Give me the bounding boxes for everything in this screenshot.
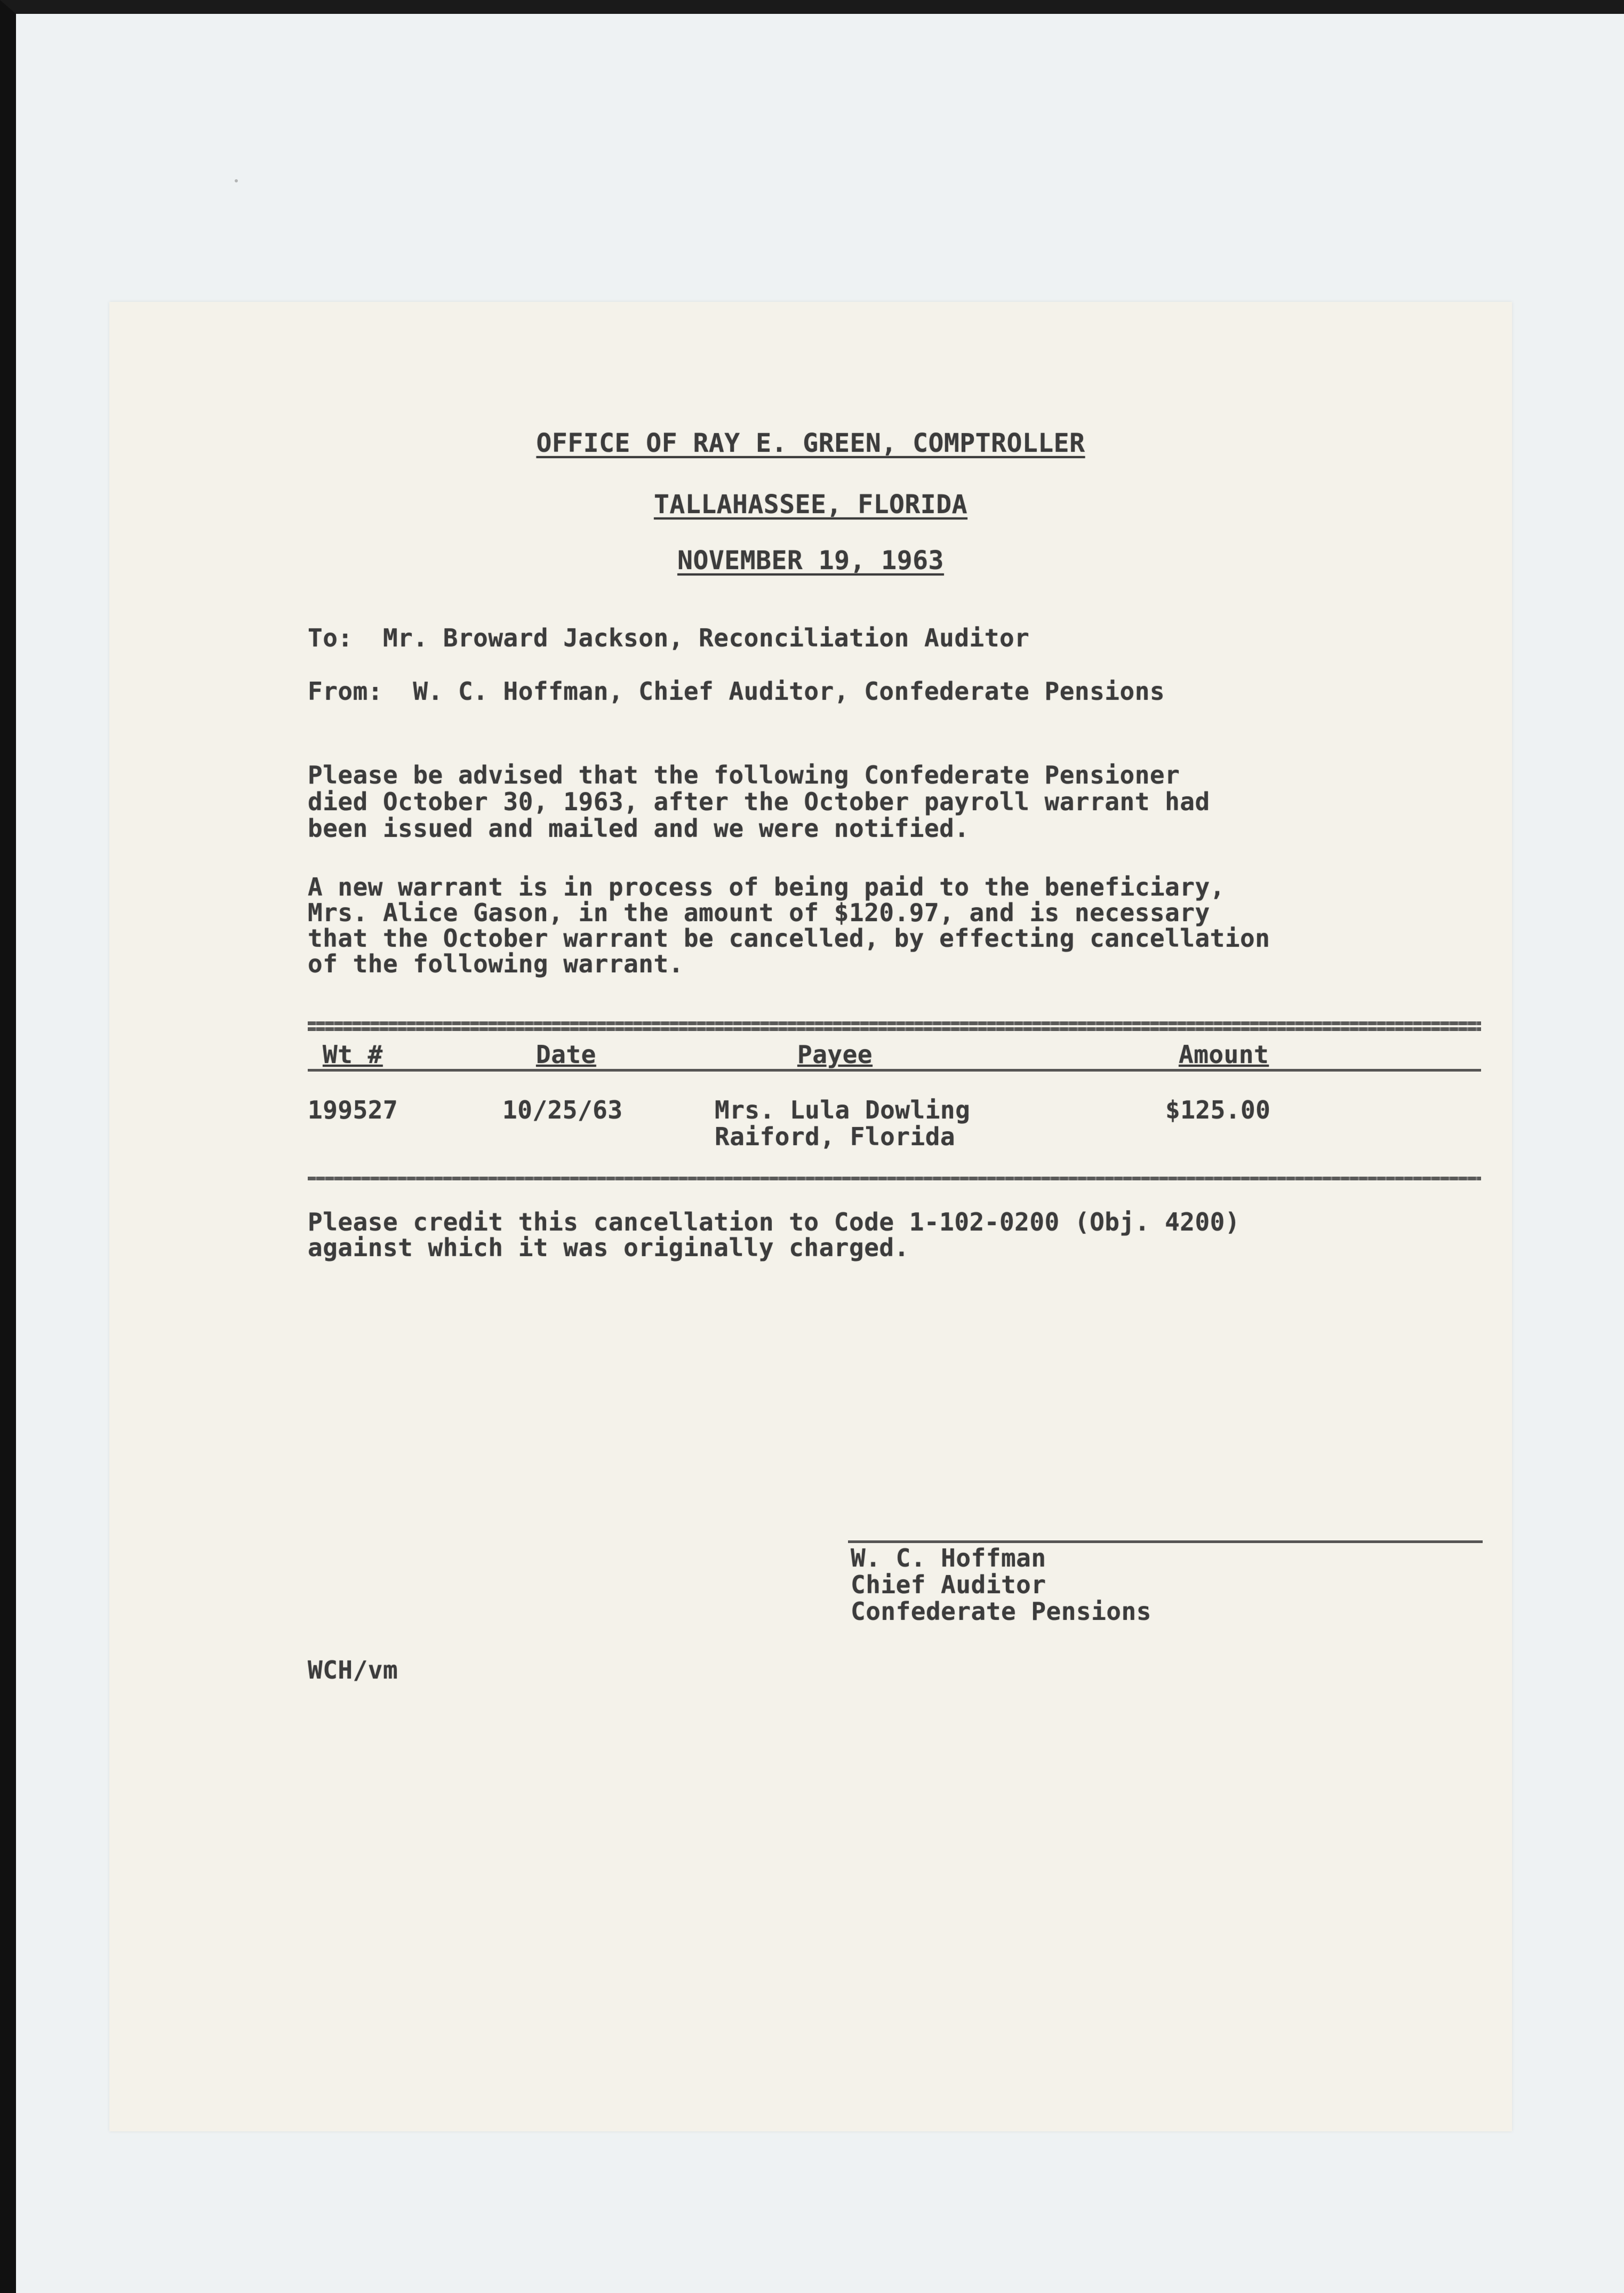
document-date: NOVEMBER 19, 1963 xyxy=(677,546,944,576)
signer-title: Chief Auditor xyxy=(851,1570,1046,1599)
cell-payee-city: Raiford, Florida xyxy=(715,1122,956,1151)
table-bottom-rule xyxy=(308,1177,1481,1180)
office-title: OFFICE OF RAY E. GREEN, COMPTROLLER xyxy=(536,428,1085,458)
col-header-wt: Wt # xyxy=(323,1040,383,1069)
memo-from: From: W. C. Hoffman, Chief Auditor, Confederate Pensions xyxy=(308,677,1165,706)
signer-department: Confederate Pensions xyxy=(851,1597,1151,1626)
paragraph-line: A new warrant is in process of being paid to the beneficiary, xyxy=(308,873,1225,901)
office-location: TALLAHASSEE, FLORIDA xyxy=(654,490,967,520)
col-header-amount: Amount xyxy=(1179,1040,1269,1069)
paragraph-line: been issued and mailed and we were notified. xyxy=(308,814,970,843)
scan-speck xyxy=(235,179,238,182)
paragraph-line: Mrs. Alice Gason, in the amount of $120.97, and is necessary xyxy=(308,898,1210,927)
cell-date: 10/25/63 xyxy=(502,1096,623,1124)
paragraph-line: died October 30, 1963, after the October payroll warrant had xyxy=(308,787,1210,816)
table-header-rule xyxy=(308,1069,1481,1072)
col-header-date: Date xyxy=(536,1040,596,1069)
paragraph-line: against which it was originally charged. xyxy=(308,1233,909,1262)
paragraph-line: that the October warrant be cancelled, by effecting cancellation xyxy=(308,924,1270,953)
table-top-rule xyxy=(308,1027,1481,1031)
paragraph-line: of the following warrant. xyxy=(308,949,684,978)
signer-name: W. C. Hoffman xyxy=(851,1544,1046,1572)
col-header-payee: Payee xyxy=(797,1040,873,1069)
table-top-rule xyxy=(308,1021,1481,1025)
cell-amount: $125.00 xyxy=(1165,1096,1271,1124)
paragraph-line: Please credit this cancellation to Code 1-102-0200 (Obj. 4200) xyxy=(308,1208,1241,1236)
cell-wt: 199527 xyxy=(308,1096,398,1124)
cell-payee-name: Mrs. Lula Dowling xyxy=(715,1096,971,1124)
paragraph-line: Please be advised that the following Confederate Pensioner xyxy=(308,761,1180,789)
memo-to: To: Mr. Broward Jackson, Reconciliation Auditor xyxy=(308,624,1030,652)
typist-initials: WCH/vm xyxy=(308,1656,398,1684)
document-page xyxy=(109,302,1512,2131)
signature-line xyxy=(848,1540,1483,1543)
